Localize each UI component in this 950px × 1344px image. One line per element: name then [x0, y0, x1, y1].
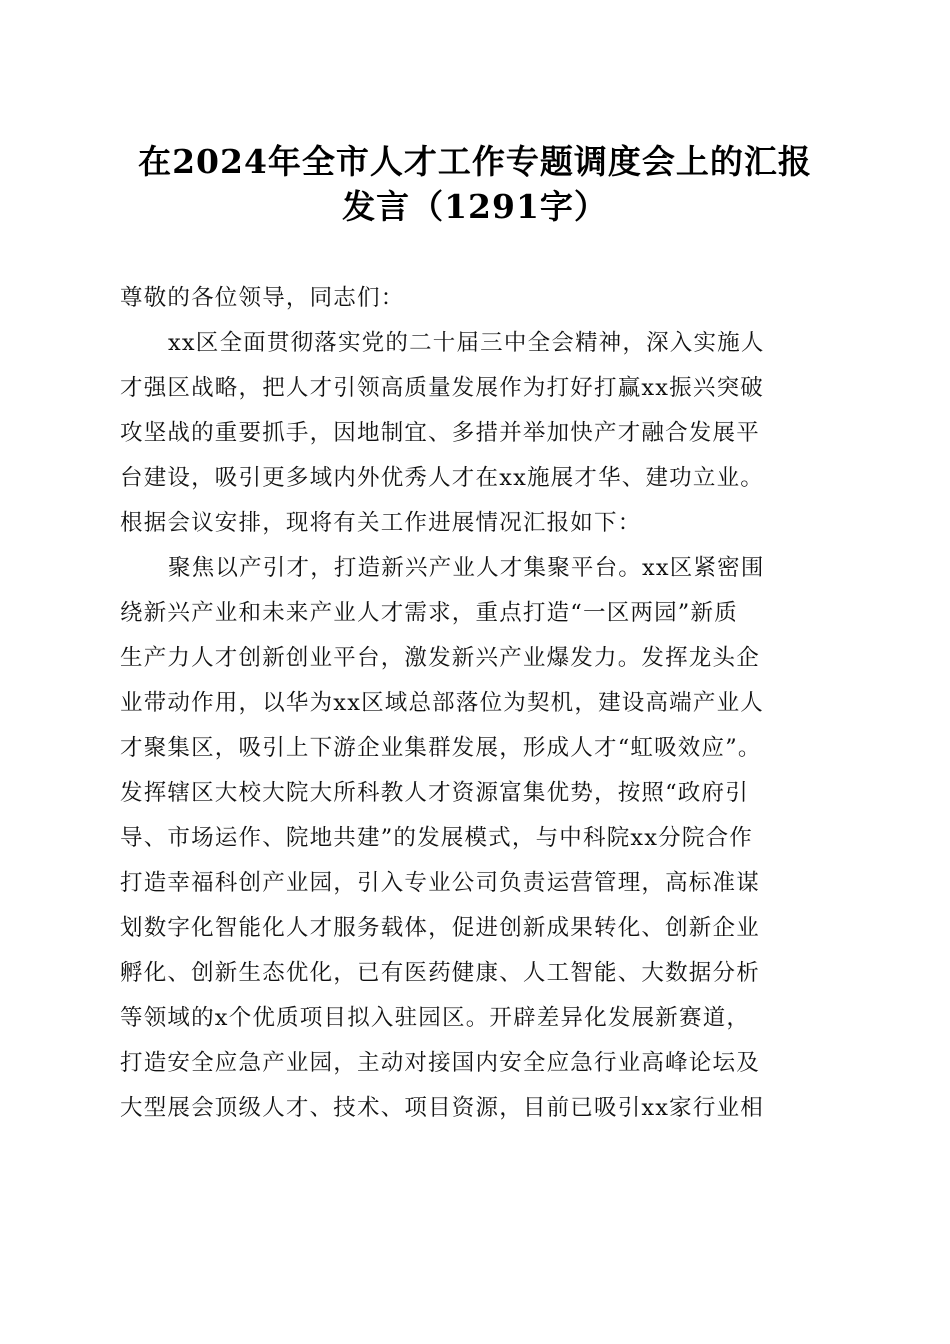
body-text-line: 台建设，吸引更多域内外优秀人才在xx施展才华、建功立业。: [120, 465, 764, 491]
body-text-line: 才强区战略，把人才引领高质量发展作为打好打赢xx振兴突破: [120, 375, 764, 401]
body-text-line: 导、市场运作、院地共建”的发展模式，与中科院xx分院合作: [120, 825, 753, 851]
body-text-line: 划数字化智能化人才服务载体，促进创新成果转化、创新企业: [120, 915, 760, 941]
body-text-line: 聚焦以产引才，打造新兴产业人才集聚平台。xx区紧密围: [168, 555, 765, 581]
document-body: [120, 276, 840, 1131]
body-text-line: 绕新兴产业和未来产业人才需求，重点打造“一区两园”新质: [120, 600, 738, 626]
body-text-line: 业带动作用，以华为xx区域总部落位为契机，建设高端产业人: [120, 690, 764, 716]
body-text-line: 打造安全应急产业园，主动对接国内安全应急行业高峰论坛及: [120, 1050, 760, 1076]
body-text-line: 才聚集区，吸引上下游企业集群发展，形成人才“虹吸效应”。: [120, 735, 762, 761]
body-text-line: 根据会议安排，现将有关工作进展情况汇报如下：: [120, 510, 642, 536]
salutation-line: 尊敬的各位领导，同志们：: [120, 285, 405, 311]
body-text-line: 攻坚战的重要抓手，因地制宜、多措并举加快产才融合发展平: [120, 420, 760, 446]
body-text-line: 发挥辖区大校大院大所科教人才资源富集优势，按照“政府引: [120, 780, 749, 806]
body-text-line: 生产力人才创新创业平台，激发新兴产业爆发力。发挥龙头企: [120, 645, 760, 671]
document-title-line-1: 在2024年全市人才工作专题调度会上的汇报: [138, 142, 812, 181]
body-text-line: 打造幸福科创产业园，引入专业公司负责运营管理，高标准谋: [120, 870, 760, 896]
body-text-line: 等领域的x个优质项目拟入驻园区。开辟差异化发展新赛道，: [120, 1005, 751, 1031]
document-title-line-2: 发言（1291字）: [342, 187, 608, 226]
body-text-line: 大型展会顶级人才、技术、项目资源，目前已吸引xx家行业相: [120, 1095, 764, 1121]
body-text-line: 孵化、创新生态优化，已有医药健康、人工智能、大数据分析: [120, 960, 760, 986]
body-text-line: xx区全面贯彻落实党的二十届三中全会精神，深入实施人: [168, 330, 765, 356]
